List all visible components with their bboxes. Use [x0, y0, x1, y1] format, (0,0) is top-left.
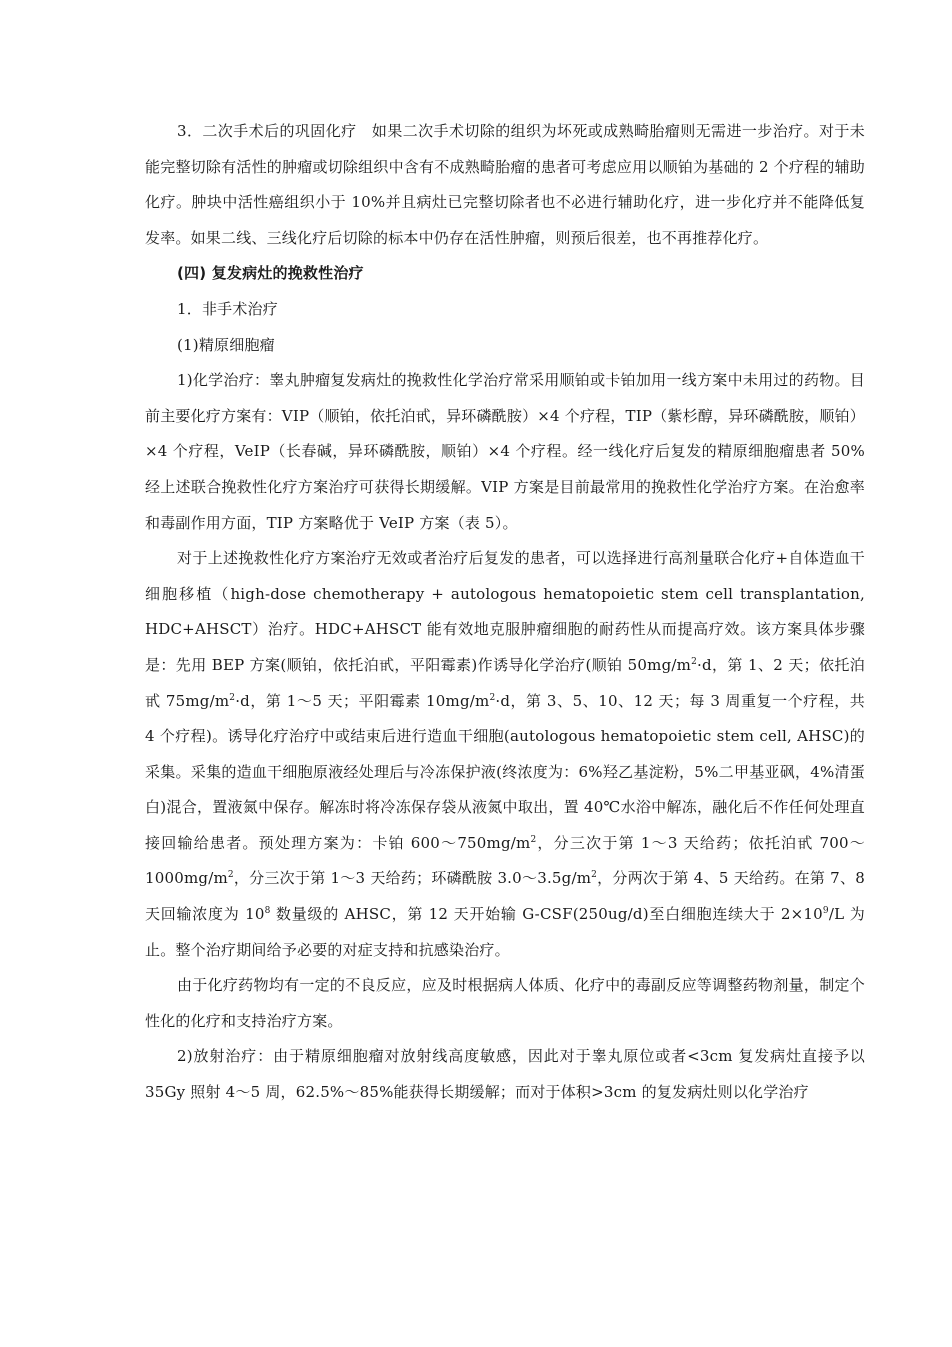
document-page — [145, 114, 865, 1111]
text-fragment: 对于上述挽救性化疗方案治疗无效或者治疗后复发的患者，可以选择进行高剂量联合化疗+自体造血干细胞移植（high-dose chemotherapy + autologous hematopoietic stem cell transplantation, HDC+AHSCT）治疗。HDC+AHSCT 能有效地克服肿瘤细胞的耐药性从而提高疗效。该方案具体步骤是：先用 BEP 方案(顺铂，依托泊甙，平阳霉素)作诱导化学治疗(顺铂 50mg/m — [145, 549, 865, 674]
text-fragment: ·d，第 1、2 天；依托泊甙 75mg/m — [145, 655, 865, 710]
paragraph-adjust-dosage: 由于化疗药物均有一定的不良反应，应及时根据病人体质、化疗中的毒副反应等调整药物剂量，制定个性化的化疗和支持治疗方案。 — [145, 976, 865, 1030]
superscript: 2 — [229, 692, 236, 703]
paragraph-chemotherapy: 1)化学治疗：睾丸肿瘤复发病灶的挽救性化学治疗常采用顺铂或卡铂加用一线方案中未用过的药物。目前主要化疗方案有：VIP（顺铂，依托泊甙，异环磷酰胺）×4 个疗程，TIP（紫杉醇，异环磷酰胺，顺铂）×4 个疗程，VeIP（长春碱，异环磷酰胺，顺铂）×4 个疗程。经一线化疗后复发的精原细胞瘤患者 50%经上述联合挽救性化疗方案治疗可获得长期缓解。VIP 方案是目前最常用的挽救性化学治疗方案。在治愈率和毒副作用方面，TIP 方案略优于 VeIP 方案（表 5）。 — [145, 371, 865, 532]
superscript: 2 — [489, 692, 496, 703]
superscript: 2 — [591, 870, 598, 881]
subheading-seminoma: (1)精原细胞瘤 — [177, 335, 275, 354]
superscript: 2 — [227, 870, 234, 881]
superscript: 8 — [264, 906, 271, 917]
text-fragment: /L 为止。整个治疗期间给予必要的对症支持和抗感染治疗。 — [145, 905, 866, 959]
section-heading-salvage-treatment: (四) 复发病灶的挽救性治疗 — [177, 264, 364, 283]
paragraph-consolidation-chemo: 3．二次手术后的巩固化疗 如果二次手术切除的组织为坏死或成熟畸胎瘤则无需进一步治疗。对于未能完整切除有活性的肿瘤或切除组织中含有不成熟畸胎瘤的患者可考虑应用以顺铂为基础的 2 个疗程的辅助化疗。肿块中活性癌组织小于 10%并且病灶已完整切除者也不必进行辅助化疗，进一步化疗并不能降低复发率。如果二线、三线化疗后切除的标本中仍存在活性肿瘤，则预后很差，也不再推荐化疗。 — [145, 122, 865, 247]
text-fragment: ·d，第 1～5 天；平阳霉素 10mg/m — [235, 691, 490, 710]
text-fragment: ，分三次于第 1～3 天给药；依托泊甙 700～1000mg/m — [145, 833, 866, 888]
superscript: 2 — [691, 656, 698, 667]
text-fragment: ，分三次于第 1～3 天给药；环磷酰胺 3.0～3.5g/m — [233, 869, 592, 888]
text-fragment: 数量级的 AHSC，第 12 天开始输 G-CSF(250ug/d)至白细胞连续大于 2×10 — [270, 905, 823, 924]
paragraph-radiotherapy: 2)放射治疗：由于精原细胞瘤对放射线高度敏感，因此对于睾丸原位或者<3cm 复发病灶直接予以 35Gy 照射 4～5 周，62.5%～85%能获得长期缓解；而对于体积>3cm 的复发病灶则以化学治疗 — [145, 1047, 865, 1102]
superscript: 2 — [530, 834, 537, 845]
text-fragment: ，分两次于第 4、5 天给药。在第 7、8 天回输浓度为 10 — [145, 869, 865, 924]
paragraph-hdc-ahsct — [145, 541, 865, 968]
subheading-nonsurgical: 1．非手术治疗 — [177, 299, 278, 318]
superscript: 9 — [822, 906, 829, 917]
text-fragment: ·d，第 3、5、10、12 天；每 3 周重复一个疗程，共 4 个疗程)。诱导化疗治疗中或结束后进行造血干细胞(autologous hematopoietic stem cell, AHSC)的采集。采集的造血干细胞原液经处理后与冷冻保护液(终浓度为：6%羟乙基淀粉，5%二甲基亚砜，4%清蛋白)混合，置液氮中保存。解冻时将冷冻保存袋从液氮中取出，置 40℃水浴中解冻，融化后不作任何处理直接回输给患者。预处理方案为：卡铂 600～750mg/m — [145, 691, 866, 852]
